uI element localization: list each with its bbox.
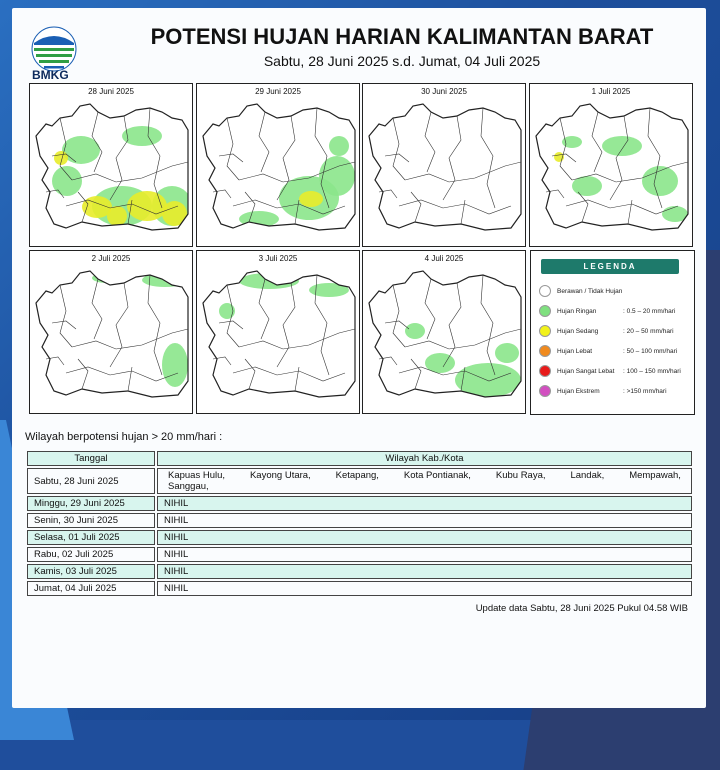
kalbar-map (32, 263, 190, 411)
kalbar-map (365, 96, 523, 244)
rain-map-panel (196, 83, 360, 247)
region-name: Ketapang, (335, 470, 379, 481)
map-date-label: 1 Juli 2025 (591, 87, 631, 96)
legend-color-swatch (539, 345, 551, 357)
map-date-label: 4 Juli 2025 (424, 254, 464, 263)
kalbar-map (199, 263, 357, 411)
region-name: Sanggau, (168, 481, 209, 492)
page-title: POTENSI HUJAN HARIAN KALIMANTAN BARAT (150, 24, 654, 49)
table-row (27, 468, 692, 494)
legend-item-range: : 0.5 – 20 mm/hari (623, 308, 676, 315)
legend-color-swatch (539, 285, 551, 297)
kalbar-map (532, 96, 690, 244)
region-cell: NIHIL (157, 530, 692, 545)
region-name: Kapuas Hulu, (168, 470, 226, 481)
legend-color-swatch (539, 385, 551, 397)
map-date-label: 28 Juni 2025 (88, 87, 134, 96)
legend-item-name: Hujan Sangat Lebat (557, 368, 615, 375)
region-name: Kubu Raya, (495, 470, 546, 481)
region-name: Kayong Utara, (249, 470, 311, 481)
date-cell: Sabtu, 28 Juni 2025 (27, 468, 155, 494)
legend (530, 250, 695, 415)
column-header-region: Wilayah Kab./Kota (157, 451, 692, 466)
region-cell (157, 468, 692, 494)
legend-item-range: : >150 mm/hari (623, 388, 667, 395)
region-cell: NIHIL (157, 496, 692, 511)
kalbar-map (365, 263, 523, 411)
legend-color-swatch (539, 305, 551, 317)
legend-item-name: Berawan / Tidak Hujan (557, 288, 623, 295)
map-date-label: 3 Juli 2025 (258, 254, 298, 263)
table-row (27, 513, 692, 528)
date-cell: Minggu, 29 Juni 2025 (27, 496, 155, 511)
map-date-label: 30 Juni 2025 (421, 87, 467, 96)
region-name: Kota Pontianak, (403, 470, 471, 481)
table-heading: Wilayah berpotensi hujan > 20 mm/hari : (25, 431, 223, 443)
date-cell: Kamis, 03 Juli 2025 (27, 564, 155, 579)
region-cell: NIHIL (157, 547, 692, 562)
table-row (27, 581, 692, 596)
column-header-date: Tanggal (27, 451, 155, 466)
rain-region-table (25, 449, 694, 598)
bulletin-card (12, 8, 706, 708)
region-cell: NIHIL (157, 581, 692, 596)
table-row (27, 564, 692, 579)
date-cell: Selasa, 01 Juli 2025 (27, 530, 155, 545)
rain-map-panel (362, 83, 526, 247)
rain-map-panel (362, 250, 526, 414)
legend-item-range: : 50 – 100 mm/hari (623, 348, 678, 355)
legend-item-range: : 100 – 150 mm/hari (623, 368, 681, 375)
kalbar-map (199, 96, 357, 244)
legend-title: LEGENDA (541, 259, 679, 274)
legend-color-swatch (539, 365, 551, 377)
table-row (27, 530, 692, 545)
table-row (27, 496, 692, 511)
rain-map-panel (29, 83, 193, 247)
region-cell: NIHIL (157, 564, 692, 579)
page-subtitle: Sabtu, 28 Juni 2025 s.d. Jumat, 04 Juli 2025 (263, 53, 541, 69)
date-cell: Jumat, 04 Juli 2025 (27, 581, 155, 596)
region-name: Landak, (570, 470, 605, 481)
table-row (27, 547, 692, 562)
date-cell: Rabu, 02 Juli 2025 (27, 547, 155, 562)
date-cell: Senin, 30 Juni 2025 (27, 513, 155, 528)
update-timestamp: Update data Sabtu, 28 Juni 2025 Pukul 04.58 WIB (475, 603, 688, 614)
kalbar-map (32, 96, 190, 244)
legend-color-swatch (539, 325, 551, 337)
rain-map-panel (196, 250, 360, 414)
map-date-label: 2 Juli 2025 (91, 254, 131, 263)
region-cell: NIHIL (157, 513, 692, 528)
rain-map-panel (529, 83, 693, 247)
rain-map-panel (29, 250, 193, 414)
legend-item-range: : 20 – 50 mm/hari (623, 328, 674, 335)
legend-item-name: Hujan Ringan (557, 308, 597, 315)
map-date-label: 29 Juni 2025 (255, 87, 301, 96)
legend-item-name: Hujan Ekstrem (557, 388, 600, 395)
logo-text: BMKG (32, 68, 69, 82)
legend-item-name: Hujan Lebat (557, 348, 593, 355)
region-name: Mempawah, (629, 470, 681, 481)
legend-item-name: Hujan Sedang (557, 328, 599, 335)
